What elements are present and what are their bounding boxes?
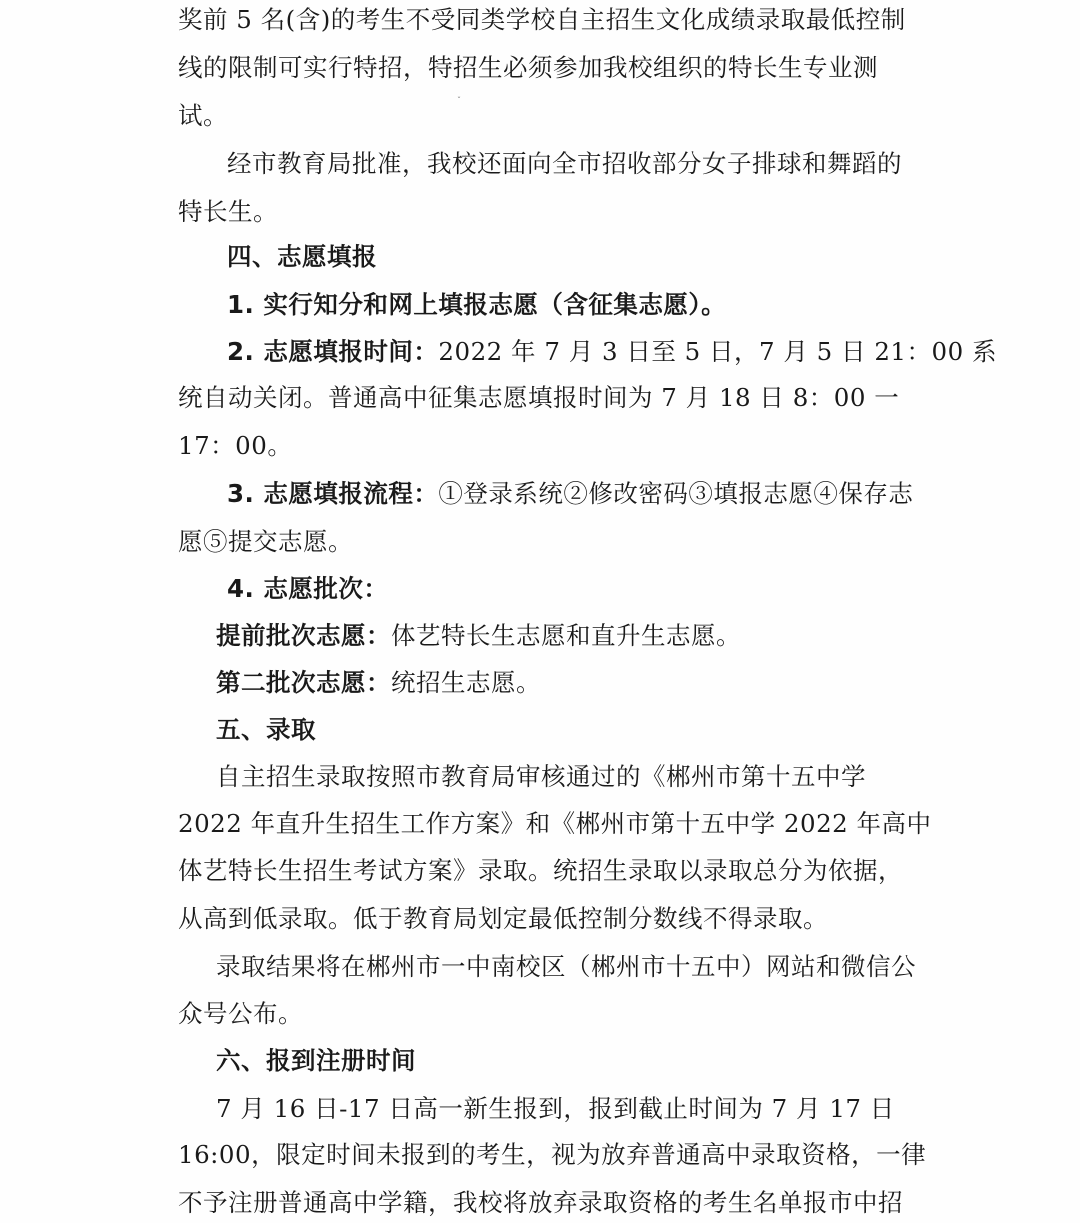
batch1-text: 体艺特长生志愿和直升生志愿。 — [391, 621, 741, 650]
section-heading-6: 六、报到注册时间 — [216, 1046, 416, 1075]
paragraph-line: 线的限制可实行特招，特招生必须参加我校组织的特长生专业测 — [178, 53, 878, 82]
paragraph-line: 7 月 16 日-17 日高一新生报到，报到截止时间为 7 月 17 日 — [216, 1094, 895, 1123]
batch1-label: 提前批次志愿： — [216, 621, 391, 650]
paragraph-line: 体艺特长生招生考试方案》录取。统招生录取以录取总分为依据， — [178, 856, 903, 885]
paragraph-line: 特长生。 — [178, 197, 278, 226]
paragraph-line: 录取结果将在郴州市一中南校区（郴州市十五中）网站和微信公 — [216, 952, 916, 981]
paragraph-line: 从高到低录取。低于教育局划定最低控制分数线不得录取。 — [178, 904, 828, 933]
paragraph-line: 试。 — [178, 101, 228, 130]
batch2-text: 统招生志愿。 — [391, 668, 541, 697]
section-heading-5: 五、录取 — [216, 715, 316, 744]
section-heading-4: 四、志愿填报 — [227, 242, 377, 271]
paragraph-line: 奖前 5 名(含)的考生不受同类学校自主招生文化成绩录取最低控制 — [178, 5, 906, 34]
paragraph-line: 17：00。 — [178, 431, 293, 460]
paragraph-line: 众号公布。 — [178, 999, 303, 1028]
paragraph-line: 自主招生录取按照市教育局审核通过的《郴州市第十五中学 — [216, 762, 866, 791]
scan-speck: ˇ — [457, 96, 461, 105]
paragraph-line — [216, 620, 741, 652]
process-text: ①登录系统②修改密码③填报志愿④保存志 — [438, 479, 914, 508]
process-label: 3. 志愿填报流程： — [227, 479, 439, 508]
time-label: 2. 志愿填报时间： — [227, 337, 439, 366]
paragraph-line: 统自动关闭。普通高中征集志愿填报时间为 7 月 18 日 8：00 一 — [178, 383, 900, 412]
time-text: 2022 年 7 月 3 日至 5 日，7 月 5 日 21：00 系 — [438, 337, 997, 366]
paragraph-line — [227, 336, 997, 368]
paragraph-line: 2022 年直升生招生工作方案》和《郴州市第十五中学 2022 年高中 — [178, 809, 932, 838]
paragraph-line: 愿⑤提交志愿。 — [178, 527, 353, 556]
item-heading-1: 1. 实行知分和网上填报志愿（含征集志愿）。 — [227, 290, 727, 319]
item-heading-4: 4. 志愿批次： — [227, 574, 389, 603]
paragraph-line: 16:00，限定时间未报到的考生，视为放弃普通高中录取资格，一律 — [178, 1140, 927, 1169]
paragraph-line: 不予注册普通高中学籍，我校将放弃录取资格的考生名单报市中招 — [178, 1188, 903, 1217]
paragraph-line — [216, 667, 541, 699]
batch2-label: 第二批次志愿： — [216, 668, 391, 697]
paragraph-line: 经市教育局批准，我校还面向全市招收部分女子排球和舞蹈的 — [227, 149, 902, 178]
paragraph-line — [227, 478, 913, 510]
